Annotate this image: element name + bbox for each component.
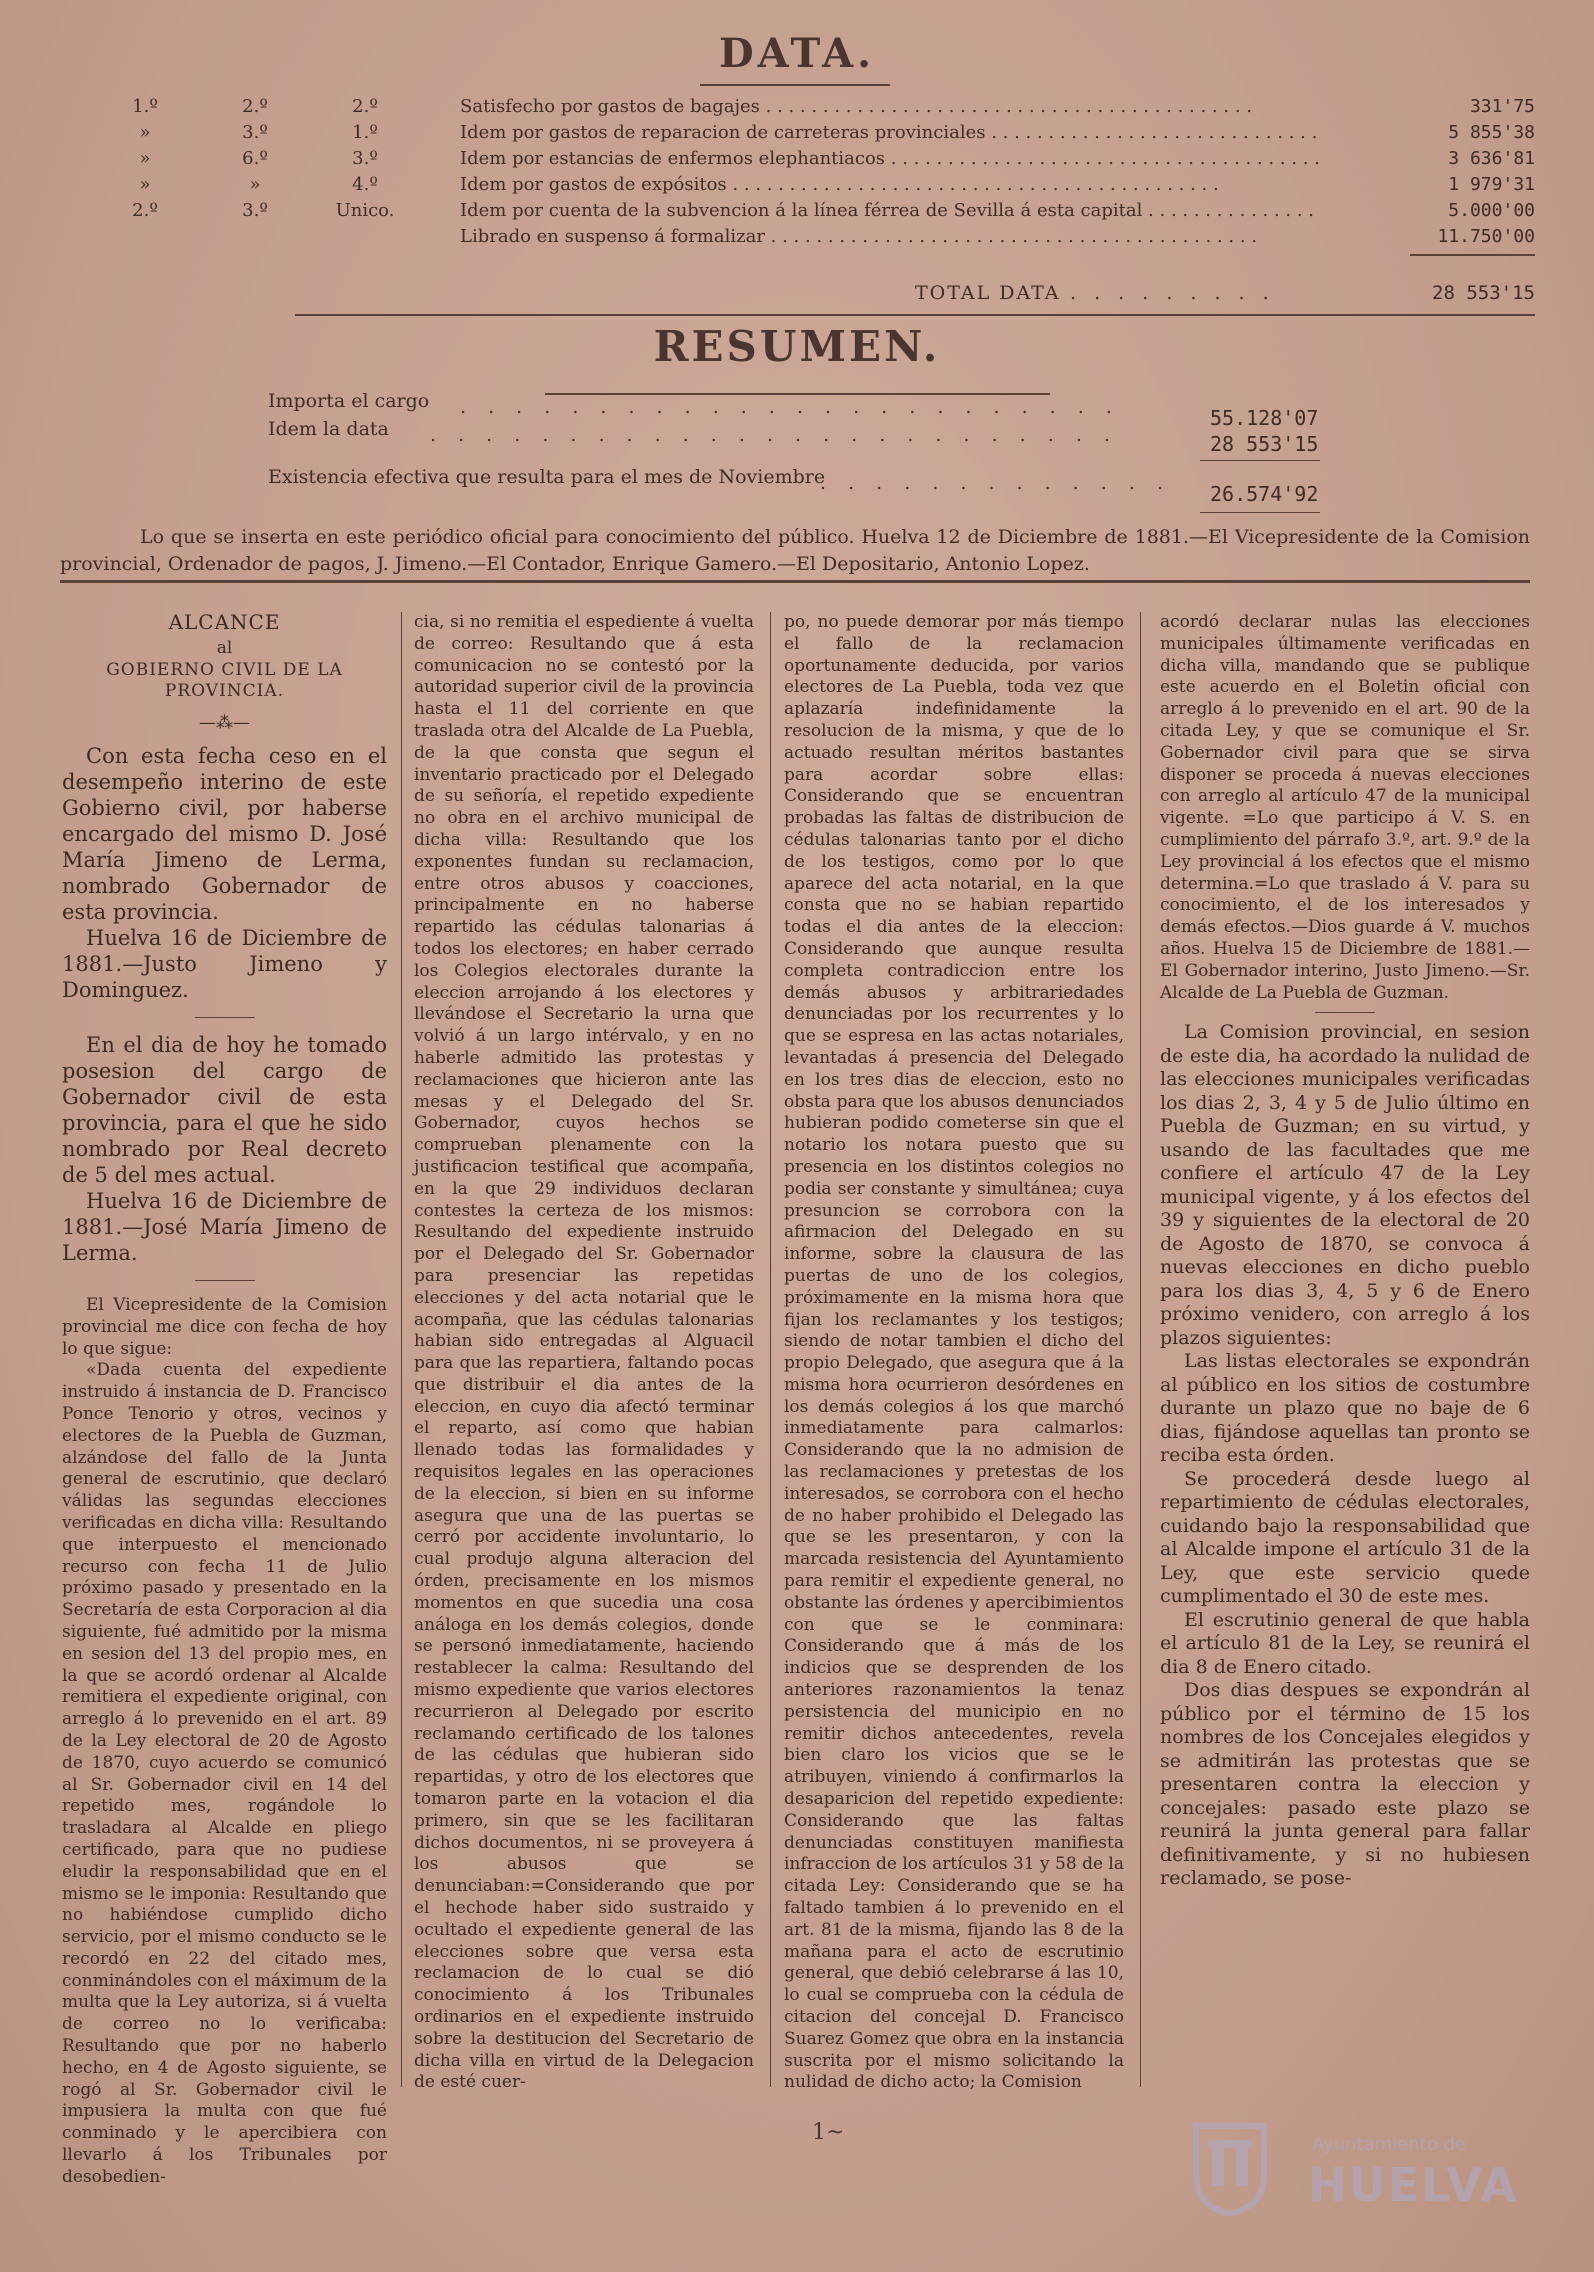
ledger-capitulo: » (139, 174, 151, 195)
ledger-amount: 5.000'00 (1448, 200, 1535, 221)
separator (195, 1280, 255, 1281)
column-3 (784, 612, 1124, 2094)
ledger-description: Idem por estancias de enfermos elephantiacos . . . (460, 146, 1320, 172)
ledger-description: Idem por gastos de expósitos . . . (460, 172, 1320, 198)
ledger-row (100, 94, 1535, 120)
title-underline (700, 84, 890, 86)
column-1 (62, 612, 387, 2189)
ledger-row (100, 198, 1535, 224)
resumen-data-amount: 28 553'15 (1210, 432, 1319, 456)
article-paragraph: Se procederá desde luego al repartimiento de cédulas electorales, cuidando bajo la responsabilidad que al Alcalde impone el artículo 31 de la Ley, que este servicio quede cumplimentado el 30 de este mes. (1160, 1467, 1530, 1608)
ledger-articulo: 3.º (242, 122, 268, 143)
section-divider (60, 580, 1530, 583)
ornament: —⁂— (199, 713, 250, 734)
article-paragraph: cia, si no remitia el espediente á vuelta de correo: Resultando que á esta comunicacion no se contestó por la autoridad superior civil de la provincia hasta el 11 del corriente en que traslada otra del Alcalde de La Puebla, de la que consta que segun el inventario practicado por el Delegado de su señoría, el repetido expediente no obra en el archivo municipal de dicha villa: Resultando que los exponentes fundan su reclamacion, entre otros abusos y coacciones, principalmente en no haberse repartido las cédulas talonarias á todos los electores; en haber cerrado los Colegios electorales durante la eleccion arrojando á los electores y llevándose el Secretario la urna que volvió á un largo intérvalo, y en no haberle admitido las protestas y reclamaciones que hicieron ante las mesas y el Delegado del Sr. Gobernador, cuyos hechos se comprueban plenamente con la justificacion testifical que acompaña, en la que 29 individuos declaran contestes la certeza de los mismos: Resultando del expediente instruido por el Delegado del Sr. Gobernador para presenciar las repetidas elecciones y del acta notarial que le acompaña, que las cédulas talonarias habian sido entregadas al Alguacil para que las repartiera, faltando pocas que distribuir el dia antes de la eleccion, en cuyo dia afectó terminar el reparto, así como que habian llenado todas las formalidades y requisitos legales en las operaciones de la eleccion, si bien en su informe asegura que una de las puertas se cerró por accidente involuntario, lo cual produjo alguna alteracion del órden, precisamente en los mismos momentos en que sucedia una cosa análoga en los demás colegios, donde se personó inmediatamente, haciendo restablecer la calma: Resultando del mismo expediente que varios electores recurrieron al Delegado por escrito reclamando certificado de los talones de las cédulas que hubieran sido repartidas, y otro de los electores que tomaron parte en la votacion el dia primero, sin que se les facilitaran dichos documentos, ni se proveyera á los abusos que se denunciaban:=Considerando que por el hechode haber sido sustraido y ocultado el expediente general de las elecciones sobre que versa esta reclamacion de lo cual se dió conocimiento á los Tribunales ordinarios en el expediente instruido sobre la destitucion del Secretario de dicha villa en virtud de la Delegacion de esté cuer- (414, 612, 754, 2093)
article-paragraph: Huelva 16 de Diciembre de 1881.—Justo Jimeno y Dominguez. (62, 925, 387, 1002)
ledger-capitulo: 2.º (132, 200, 158, 221)
article-paragraph: En el dia de hoy he tomado posesion del cargo de Gobernador civil de esta provincia, para el que he sido nombrado por Real decreto de 5 del mes actual. (62, 1032, 387, 1187)
article-paragraph: La Comision provincial, en sesion de este dia, ha acordado la nulidad de las elecciones municipales verificadas los dias 2, 3, 4 y 5 de Julio último en Puebla de Guzman; en su virtud, y usando de las facultades que me confiere el artículo 47 de la Ley municipal vigente, y á los efectos del 39 y siguientes de la electoral de 20 de Agosto de 1870, se convoca á nuevas elecciones en dicho pueblo para los dias 3, 4, 5 y 6 de Enero próximo venidero, con arreglo á los plazos siguientes: (1160, 1021, 1530, 1349)
article-paragraph: El escrutinio general de que habla el artículo 81 de la Ley, se reunirá el dia 8 de Enero citado. (1160, 1608, 1530, 1678)
article-paragraph: Dos dias despues se expondrán al público por el término de 15 los nombres de los Concejales elegidos y se admitirán las protestas que se presentaren contra la eleccion y concejales: pasado este plazo se reunirá la junta general para fallar definitivamente, y si no hubiesen reclamado, se pose- (1160, 1679, 1530, 1890)
resumen-cargo-amount: 55.128'07 (1210, 406, 1319, 430)
article-paragraph: Con esta fecha ceso en el desempeño interino de este Gobierno civil, por haberse encargado del mismo D. José María Jimeno de Lerma, nombrado Gobernador de esta provincia. (62, 743, 387, 924)
ledger-row (100, 120, 1535, 146)
watermark-line1: Ayuntamiento de (1312, 2134, 1466, 2155)
ledger-row (100, 224, 1535, 250)
notice-paragraph: Lo que se inserta en este periódico oficial para conocimiento del público. Huelva 12 de Diciembre de 1881.—El Vicepresidente de la Comision provincial, Ordenador de pagos, J. Jimeno.—El Contador, Enrique Gamero.—El Depositario, Antonio Lopez. (60, 526, 1530, 575)
total-data-amount: 28 553'15 (1432, 282, 1535, 304)
column-rule (770, 612, 771, 2087)
ledger-concepto: 3.º (352, 148, 378, 169)
ledger-concepto: 4.º (352, 174, 378, 195)
ledger-amount: 11.750'00 (1437, 226, 1535, 247)
resumen-title: RESUMEN. (653, 322, 941, 371)
total-rule (1410, 254, 1535, 256)
column-rule (401, 612, 402, 2087)
city-shield-icon (1190, 2120, 1270, 2216)
separator (195, 1017, 255, 1018)
ledger-concepto: 1.º (352, 122, 378, 143)
total-underline (295, 314, 1535, 316)
ledger-capitulo: » (139, 148, 151, 169)
ledger-amount: 1 979'31 (1448, 174, 1535, 195)
column-4 (1160, 612, 1530, 1891)
alcance-heading: ALCANCE (168, 610, 281, 634)
column-rule (1140, 612, 1141, 2087)
ledger-capitulo: 1.º (132, 96, 158, 117)
ledger-concepto: Unico. (335, 200, 395, 221)
resumen-dots: . . . . . . . . . . . . . (820, 472, 1171, 494)
ledger-articulo: 6.º (242, 148, 268, 169)
ledger-articulo: 2.º (242, 96, 268, 117)
ledger-capitulo: » (139, 122, 151, 143)
article-paragraph: «Dada cuenta del expediente instruido á instancia de D. Francisco Ponce Tenorio y otros, vecinos y electores de la Puebla de Guzman, alzándose del fallo de la Junta general de escrutinio, que declaró válidas las segundas elecciones verificadas en dicha villa: Resultando que interpuesto el mencionado recurso con fecha 11 de Julio próximo pasado y presentado en la Secretaría de esta Corporacion al dia siguiente, fué admitido por la misma en sesion del 13 del propio mes, en la que se acordó ordenar al Alcalde remitiera el expediente original, con arreglo á lo prevenido en el art. 89 de la Ley electoral de 20 de Agosto de 1870, cuyo acuerdo se comunicó al Sr. Gobernador civil en 14 del repetido mes, rogándole lo trasladara al Alcalde en pliego certificado, para que no pudiese eludir la responsabilidad que en el mismo se le imponia: Resultando que no habiéndose cumplido dicho servicio, por el mismo conducto se le recordó en 22 del citado mes, conminándoles con el máximum de la multa que la Ley autoriza, si á vuelta de correo no lo verificaba: Resultando que por no haberlo hecho, en 4 de Agosto siguiente, se rogó al Sr. Gobernador civil le impusiera la multa con que fué conminado y le apercibiera con llevarlo á los Tribunales por desobedien- (62, 1360, 387, 2187)
page-footer-mark: 1~ (812, 2120, 845, 2145)
total-data-dots: . . . . . . . . . (1070, 282, 1275, 304)
ledger-row (100, 146, 1535, 172)
resumen-existencia-amount: 26.574'92 (1210, 482, 1319, 506)
ledger-row (100, 172, 1535, 198)
article-paragraph: Las listas electorales se expondrán al público en los sitios de costumbre durante un plazo que no baje de 6 dias, fijándose aquellas tan pronto se reciba esta órden. (1160, 1350, 1530, 1467)
total-data-label: TOTAL DATA (915, 282, 1061, 304)
resumen-dots: . . . . . . . . . . . . . . . . . . . . . . . . . (430, 424, 1118, 446)
resumen-data-label: Idem la data (268, 418, 389, 440)
column-2 (414, 612, 754, 2094)
separator (1315, 1012, 1375, 1013)
alcance-subheading: GOBIERNO CIVIL DE LA PROVINCIA. (106, 659, 343, 702)
article-paragraph: Huelva 16 de Diciembre de 1881.—José María Jimeno de Lerma. (62, 1188, 387, 1265)
ledger-articulo: » (249, 174, 261, 195)
ledger-amount: 3 636'81 (1448, 148, 1535, 169)
article-paragraph: El Vicepresidente de la Comision provincial me dice con fecha de hoy lo que sigue: (62, 1294, 387, 1359)
watermark-line2: HUELVA (1308, 2158, 1519, 2212)
data-title: DATA. (718, 30, 876, 77)
ledger-description: Librado en suspenso á formalizar . . . (460, 224, 1320, 250)
resumen-existencia-label: Existencia efectiva que resulta para el mes de Noviembre (268, 466, 826, 488)
article-paragraph: po, no puede demorar por más tiempo el fallo de la reclamacion oportunamente deducida, por varios electores de La Puebla, toda vez que aplazaría indefinidamente la resolucion de la misma, y que de lo actuado resultan méritos bastantes para acordar sobre ellas: Considerando que se encuentran probadas las faltas de distribucion de cédulas talonarias tanto por el dicho de los testigos, como por lo que aparece del acta notarial, en la que consta que no se habian repartido todas el dia antes de la eleccion: Considerando que aunque resulta completa contradiccion entre los demás abusos y arbitrariedades denunciadas por los recurrentes y lo que se espresa en las actas notariales, levantadas á presencia del Delegado en los tres dias de eleccion, esto no obsta para que los abusos denunciados hubieran podido cometerse sin que el notario los notara puesto que su presencia en los distintos colegios no podia ser constante y simultánea; cuya presuncion se corrobora con la afirmacion del Delegado en su informe, sobre la clausura de las puertas de uno de los colegios, próximamente en la misma hora que fijan los reclamantes y los testigos; siendo de notar tambien el dicho del propio Delegado, que asegura que á la misma hora ocurrieron desórdenes en los demás colegios á los que marchó inmediatamente para calmarlos: Considerando que la no admision de las reclamaciones y pretestas de los interesados, se corrobora con el hecho de no haber prohibido el Delegado las que se les presentaron, y con la marcada resistencia del Ayuntamiento para remitir el expediente general, no obstante las órdenes y apercibimientos con que se le conminara: Considerando que á más de los indicios que se desprenden de los anteriores razonamientos la tenaz persistencia del municipio en no remitir dichos antecedentes, revela bien claro los vicios que se le atribuyen, viniendo á confirmarlos la desaparicion del repetido expediente: Considerando que las faltas denunciadas constituyen manifiesta infraccion de los artículos 31 y 58 de la citada Ley: Considerando que se ha faltado tambien á lo prevenido en el art. 81 de la misma, fijando las 8 de la mañana para el acto de escrutinio general, que debió celebrarse á las 10, lo cual se comprueba con la cédula de citacion del concejal D. Francisco Suarez Gomez que obra en la instancia suscrita por el mismo solicitando la nulidad de dicho acto; la Comision (784, 612, 1124, 2093)
ledger-description: Satisfecho por gastos de bagajes . . . (460, 94, 1320, 120)
article-paragraph: acordó declarar nulas las elecciones municipales últimamente verificadas en dicha villa, mandando que se publique este acuerdo en el Boletin oficial con arreglo á lo prevenido en el art. 90 de la citada Ley, y que se comunique el Sr. Gobernador civil para que se sirva disponer se proceda á nuevas elecciones con arreglo al artículo 47 de la municipal vigente. =Lo que participo á V. S. en cumplimiento del párrafo 3.º, art. 9.º de la Ley provincial á los efectos que el mismo determina.=Lo que traslado á V. para su conocimiento, el de los interesados y demás efectos.—Dios guarde á V. muchos años. Huelva 15 de Diciembre de 1881.—El Gobernador interino, Justo Jimeno.—Sr. Alcalde de La Puebla de Guzman. (1160, 612, 1530, 1003)
resumen-bottom-rule (1200, 512, 1320, 513)
resumen-underline (545, 393, 1050, 395)
ledger-articulo: 3.º (242, 200, 268, 221)
ledger-description: Idem por gastos de reparacion de carreteras provinciales . . . (460, 120, 1320, 146)
archive-watermark (1190, 2120, 1520, 2220)
resumen-cargo-label: Importa el cargo (268, 390, 430, 412)
ledger-description: Idem por cuenta de la subvencion á la línea férrea de Sevilla á esta capital . . . (460, 198, 1320, 224)
ledger-concepto: 2.º (352, 96, 378, 117)
resumen-dots: . . . . . . . . . . . . . . . . . . . . . . . . (460, 396, 1120, 418)
ledger-amount: 5 855'38 (1448, 122, 1535, 143)
alcance-al: al (216, 637, 233, 658)
ledger-amount: 331'75 (1469, 96, 1535, 117)
resumen-sum-rule (1200, 460, 1320, 461)
data-ledger (100, 94, 1535, 250)
